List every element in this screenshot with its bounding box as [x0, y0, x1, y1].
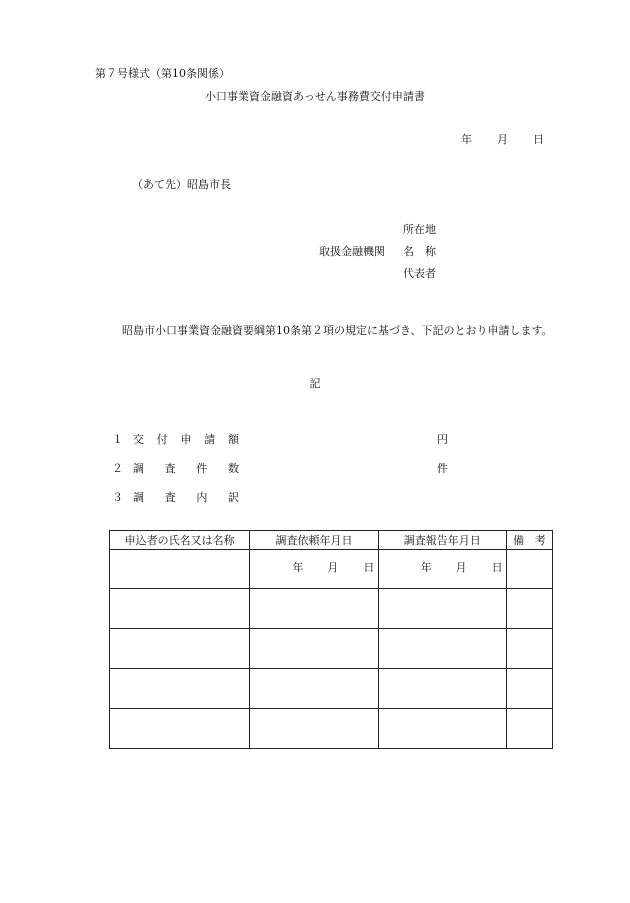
item-number: １: [112, 433, 123, 446]
item-unit-yen: 円: [437, 433, 448, 446]
item-label-char: 交: [133, 433, 144, 446]
report-date-cell[interactable]: [378, 550, 506, 589]
table-row: [110, 669, 553, 709]
institution-name-label: 名 称: [403, 245, 436, 258]
item-number: ３: [112, 491, 123, 504]
header-applicant-name: 申込者の氏名又は名称: [110, 531, 250, 550]
table-row: [110, 589, 553, 629]
date-month-unit: 月: [455, 561, 467, 574]
report-date-cell[interactable]: [378, 709, 506, 749]
item-label-char: 訳: [227, 491, 239, 504]
header-remarks: 備 考: [506, 531, 552, 550]
remarks-cell[interactable]: [506, 550, 552, 589]
request-date-cell[interactable]: [250, 629, 378, 669]
date-year-label: 年: [461, 133, 472, 146]
application-statement: 昭島市小口事業資金融資要綱第10条第２項の規定に基づき、下記のとおり申請します。: [122, 324, 553, 337]
applicant-name-cell[interactable]: [110, 589, 250, 629]
item-label-char: 申: [180, 433, 192, 446]
item-label-char: 件: [196, 462, 208, 475]
remarks-cell[interactable]: [506, 709, 552, 749]
item-label-char: 査: [164, 491, 176, 504]
date-year-unit: 年: [420, 561, 432, 574]
table-row: [110, 550, 553, 589]
request-date-cell[interactable]: [250, 550, 378, 589]
institution-representative-label: 代表者: [403, 267, 436, 280]
ki-heading: 記: [309, 377, 321, 390]
institution-label: 取扱金融機関: [319, 245, 385, 258]
item-label-survey-breakdown: [133, 492, 239, 503]
date-day-unit: 日: [491, 561, 503, 574]
remarks-cell[interactable]: [506, 589, 552, 629]
report-date-cell[interactable]: [378, 669, 506, 709]
item-label-char: 額: [228, 433, 239, 446]
date-day-unit: 日: [363, 561, 375, 574]
table-row: [110, 709, 553, 749]
survey-breakdown-table: [109, 530, 553, 749]
item-number: ２: [112, 462, 123, 475]
date-day-label: 日: [533, 133, 544, 146]
date-year-unit: 年: [292, 561, 304, 574]
table-header-row: [110, 531, 553, 550]
date-month-label: 月: [497, 133, 508, 146]
item-label-char: 調: [133, 491, 144, 504]
header-request-date: 調査依頼年月日: [250, 531, 378, 550]
item-label-grant-amount: [133, 434, 239, 445]
item-label-char: 数: [227, 462, 239, 475]
table-row: [110, 629, 553, 669]
document-title: 小口事業資金融資あっせん事務費交付申請書: [205, 90, 425, 103]
request-date-cell[interactable]: [250, 709, 378, 749]
remarks-cell[interactable]: [506, 629, 552, 669]
item-unit-count: 件: [437, 462, 448, 475]
report-date-cell[interactable]: [378, 589, 506, 629]
report-date-cell[interactable]: [378, 629, 506, 669]
item-label-survey-count: [133, 463, 239, 474]
item-label-char: 付: [156, 433, 168, 446]
request-date-cell[interactable]: [250, 669, 378, 709]
form-number: 第７号様式（第10条関係）: [95, 67, 230, 80]
item-label-char: 請: [204, 433, 216, 446]
applicant-name-cell[interactable]: [110, 709, 250, 749]
institution-address-label: 所在地: [403, 223, 436, 236]
item-label-char: 内: [196, 491, 208, 504]
remarks-cell[interactable]: [506, 669, 552, 709]
item-label-char: 査: [164, 462, 176, 475]
applicant-name-cell[interactable]: [110, 629, 250, 669]
header-report-date: 調査報告年月日: [378, 531, 506, 550]
item-label-char: 調: [133, 462, 144, 475]
applicant-name-cell[interactable]: [110, 669, 250, 709]
addressee: （あて先）昭島市長: [132, 178, 231, 191]
applicant-name-cell[interactable]: [110, 550, 250, 589]
request-date-cell[interactable]: [250, 589, 378, 629]
date-month-unit: 月: [327, 561, 339, 574]
